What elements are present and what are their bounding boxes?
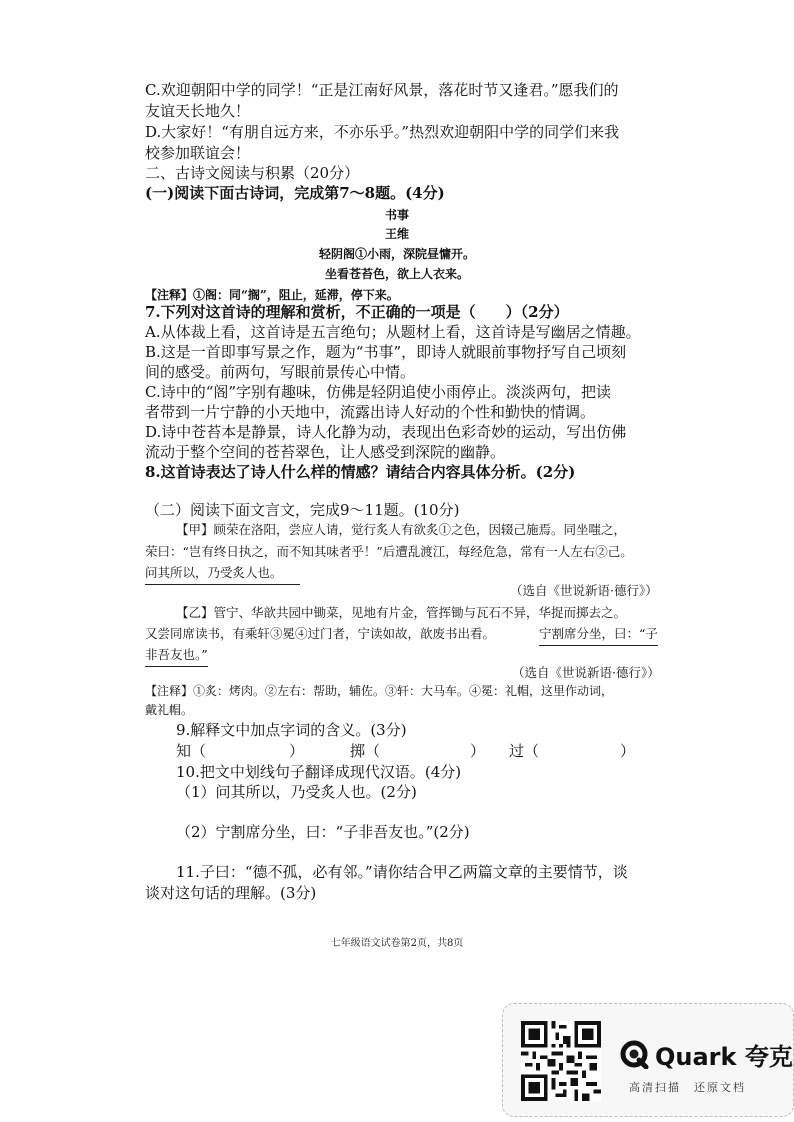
passage-yi-line2b-underlined: 宁割席分坐，曰：“子 bbox=[539, 622, 658, 646]
question-7-option-d-line1: D.诗中苍苔本是静景，诗人化静为动，表现出色彩奇妙的运动，写出仿佛 bbox=[145, 423, 627, 441]
question-7-option-c-line2: 者带到一片宁静的小天地中，流露出诗人好动的个性和勤快的情调。 bbox=[145, 403, 596, 421]
question-9-item-guo: 过（ bbox=[509, 742, 540, 760]
question-9-item-zhi2: 掷（ bbox=[350, 742, 381, 760]
poem-title: 书事 bbox=[384, 208, 409, 222]
question-11-line1: 11.子曰：“德不孤，必有邻。”请你结合甲乙两篇文章的主要情节，谈 bbox=[176, 863, 628, 881]
question-11-line2: 谈对这句话的理解。(3分) bbox=[145, 884, 317, 902]
question-10-sentence-2: （2）宁割席分坐，曰：“子非吾友也。”(2分) bbox=[176, 823, 470, 841]
poem-line-2: 坐看苍苔色，欲上人衣来。 bbox=[324, 267, 469, 281]
section-heading: 二、古诗文阅读与积累（20分） bbox=[145, 164, 360, 182]
classical-annotation-line1: 【注释】①炙：烤肉。②左右：帮助，辅佐。③轩：大马车。④冕：礼帽，这里作动词， bbox=[145, 684, 614, 698]
poem-annotation: 【注释】①阁：同“搁”，阻止，延滞，停下来。 bbox=[145, 288, 399, 302]
passage-yi-line3-underlined: 非吾友也。” bbox=[145, 643, 208, 667]
poem-line-1: 轻阴阁①小雨，深院昼慵开。 bbox=[318, 247, 475, 261]
question-9-stem: 9.解释文中加点字词的含义。(3分) bbox=[176, 721, 407, 739]
option-c-line2: 友谊天长地久！ bbox=[145, 102, 251, 120]
question-10-sentence-1: （1）问其所以，乃受炙人也。(2分) bbox=[176, 783, 417, 801]
passage-jia-line3-underlined: 问其所以，乃受炙人也。 bbox=[145, 561, 300, 585]
option-d-line1: D.大家好！“有朋自远方来，不亦乐乎。”热烈欢迎朝阳中学的同学们来我 bbox=[145, 123, 620, 141]
quark-logo-icon bbox=[619, 1039, 649, 1069]
option-c-line1: C.欢迎朝阳中学的同学！“正是江南好风景，落花时节又逢君。”愿我们的 bbox=[145, 81, 619, 99]
page-footer: 七年级语文试卷第2页，共8页 bbox=[330, 938, 464, 949]
question-7-option-b-line2: 间的感受。前两句，写眼前景传心中情。 bbox=[145, 363, 416, 381]
question-10-stem: 10.把文中划线句子翻译成现代汉语。(4分) bbox=[176, 763, 462, 781]
passage-jia-line1: 【甲】顾荣在洛阳，尝应人请，觉行炙人有欲炙①之色，因辍己施焉。同坐嗤之， bbox=[176, 522, 627, 537]
quark-tagline: 高清扫描 还原文档 bbox=[629, 1081, 746, 1094]
question-7-option-a: A.从体裁上看，这首诗是五言绝句；从题材上看，这首诗是写幽居之情趣。 bbox=[145, 323, 641, 341]
subsection-heading-poem: (一)阅读下面古诗词，完成第7～8题。(4分) bbox=[145, 184, 445, 202]
poem-author: 王维 bbox=[384, 227, 409, 241]
passage-jia-line2: 荣曰：“岂有终日执之，而不知其味者乎！”后遭乱渡江，每经危急，常有一人左右②己。 bbox=[145, 544, 633, 559]
passage-jia-source: （选自《世说新语·德行》） bbox=[510, 583, 658, 598]
question-9-item-zhi-close: ） bbox=[289, 742, 305, 760]
question-8: 8.这首诗表达了诗人什么样的情感？请结合内容具体分析。(2分) bbox=[145, 463, 576, 481]
question-7-stem: 7.下列对这首诗的理解和赏析，不正确的一项是（ ）（2分） bbox=[145, 303, 569, 321]
question-7-option-c-line1: C.诗中的“阁”字别有趣味，仿佛是轻阴追使小雨停止。淡淡两句，把读 bbox=[145, 383, 612, 401]
quark-brand-text: Quark 夸克 bbox=[655, 1043, 793, 1071]
question-9-item-zhi: 知（ bbox=[176, 742, 207, 760]
quark-watermark bbox=[502, 1003, 794, 1117]
question-9-item-guo-close: ） bbox=[620, 742, 636, 760]
option-d-line2: 校参加联谊会！ bbox=[145, 144, 251, 162]
classical-annotation-line2: 戴礼帽。 bbox=[145, 703, 194, 717]
question-9-item-zhi2-close: ） bbox=[470, 742, 486, 760]
subsection-heading-classical: （二）阅读下面文言文，完成9～11题。(10分) bbox=[145, 501, 460, 519]
question-7-option-d-line2: 流动于整个空间的苍苔翠色，让人感受到深院的幽静。 bbox=[145, 443, 506, 461]
qr-code-icon bbox=[521, 1021, 601, 1101]
passage-yi-source: （选自《世说新语·德行》） bbox=[512, 665, 660, 680]
passage-yi-line1: 【乙】管宁、华歆共园中锄菜，见地有片金，管挥锄与瓦石不异，华捉而掷去之。 bbox=[176, 605, 627, 620]
question-7-option-b-line1: B.这是一首即事写景之作，题为“书事”，即诗人就眼前事物抒写自己顷刻 bbox=[145, 343, 627, 361]
passage-yi-line2a: 又尝同席读书，有乘轩③冕④过门者，宁读如故，歆废书出看。 bbox=[145, 626, 496, 641]
